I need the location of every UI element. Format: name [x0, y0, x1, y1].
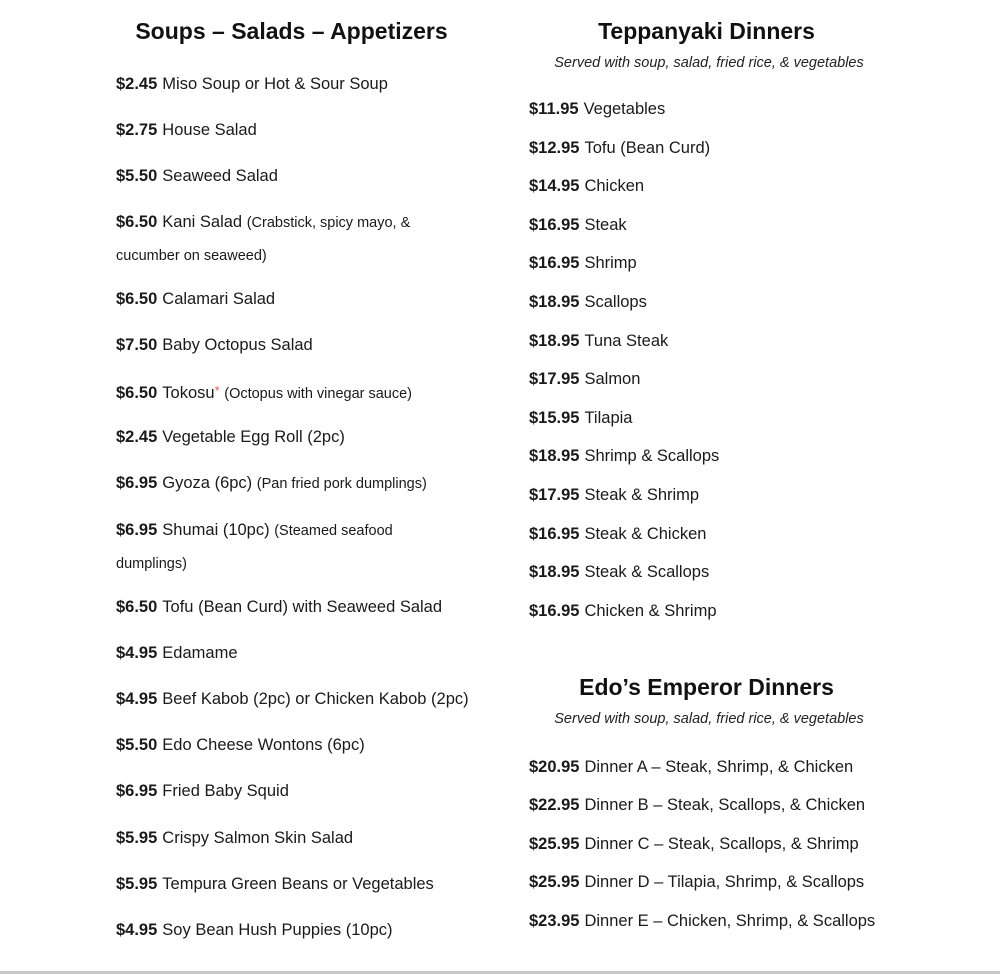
- menu-item-price: $25.95: [529, 834, 580, 853]
- menu-item: [116, 637, 238, 669]
- menu-item-price: $5.50: [116, 167, 158, 185]
- menu-item-price: $18.95: [529, 563, 580, 582]
- menu-item-price: $6.95: [116, 474, 158, 492]
- menu-item-name: Gyoza (6pc): [162, 474, 253, 492]
- menu-item-name: Tuna Steak: [584, 331, 669, 350]
- emperor-subtitle: Served with soup, salad, fried rice, & vegetables: [554, 711, 864, 727]
- menu-item-price: $17.95: [529, 370, 580, 389]
- menu-item-price: $2.75: [116, 121, 158, 139]
- menu-item-name: Steak & Scallops: [584, 563, 710, 582]
- menu-item: [116, 591, 442, 623]
- menu-item: [529, 440, 719, 472]
- menu-item-price: $6.50: [116, 290, 158, 308]
- menu-item-note: (Crabstick, spicy mayo, & cucumber on seaweed): [116, 215, 411, 264]
- menu-item: [529, 363, 640, 395]
- appetizers-heading: Soups – Salads – Appetizers: [135, 18, 448, 44]
- menu-item: [529, 286, 647, 318]
- menu-item-price: $12.95: [529, 138, 580, 157]
- menu-item-price: $4.95: [116, 690, 158, 708]
- menu-item: [529, 828, 859, 860]
- menu-item: [116, 514, 466, 580]
- menu-item-price: $18.95: [529, 293, 580, 311]
- menu-item-price: $14.95: [529, 177, 580, 196]
- menu-item-name: Shrimp: [584, 254, 637, 273]
- menu-item: [116, 68, 388, 100]
- menu-item-price: $16.95: [529, 254, 580, 273]
- menu-item: [116, 868, 434, 900]
- menu-item-price: $4.95: [116, 644, 158, 662]
- menu-item-name: Beef Kabob (2pc) or Chicken Kabob (2pc): [162, 690, 469, 708]
- menu-item: [529, 402, 632, 434]
- menu-item-price: $5.50: [116, 736, 158, 754]
- menu-item: [529, 170, 644, 202]
- emperor-heading: Edo’s Emperor Dinners: [579, 674, 834, 700]
- menu-item: [116, 683, 469, 715]
- menu-item: [116, 283, 275, 315]
- dinners-column: [529, 18, 889, 930]
- menu-item-note: (Octopus with vinegar sauce): [224, 386, 413, 402]
- menu-item-name: Shumai (10pc): [162, 521, 270, 539]
- menu-item-name: Tokosu: [162, 384, 215, 402]
- menu-item-name: Vegetable Egg Roll (2pc): [162, 428, 345, 446]
- menu-item-price: $23.95: [529, 911, 580, 930]
- menu-item: [116, 822, 353, 854]
- menu-item-name: Baby Octopus Salad: [162, 336, 313, 354]
- menu-item-price: $5.95: [116, 875, 158, 893]
- menu-item: [116, 775, 289, 807]
- menu-item-price: $16.95: [529, 215, 580, 234]
- menu-item: [529, 789, 865, 821]
- menu-item: [116, 329, 313, 361]
- menu-item-name: Tofu (Bean Curd): [584, 138, 711, 157]
- menu-item: [529, 518, 706, 550]
- menu-item-name: Scallops: [584, 293, 647, 311]
- menu-item: [529, 595, 717, 627]
- menu-item: [529, 905, 875, 937]
- menu-item-price: $15.95: [529, 408, 580, 427]
- menu-item-price: $4.95: [116, 921, 158, 939]
- menu-item-price: $11.95: [529, 100, 579, 118]
- menu-item-name: Miso Soup or Hot & Sour Soup: [162, 75, 388, 93]
- menu-item-name: Tempura Green Beans or Vegetables: [162, 875, 434, 893]
- menu-item-name: Seaweed Salad: [162, 167, 278, 185]
- menu-item-name: Kani Salad: [162, 213, 243, 231]
- menu-item: [529, 556, 709, 588]
- menu-item-name: Chicken: [584, 177, 645, 196]
- menu-item-name: Tofu (Bean Curd) with Seaweed Salad: [162, 598, 443, 616]
- menu-item-name: Dinner C – Steak, Scallops, & Shrimp: [584, 834, 859, 853]
- menu-item: [529, 93, 665, 125]
- menu-item-price: $18.95: [529, 447, 580, 466]
- menu-item: [529, 479, 699, 511]
- menu-item: [529, 209, 627, 241]
- menu-item: [529, 132, 710, 164]
- menu-item-name: Fried Baby Squid: [162, 782, 289, 800]
- menu-item: [116, 914, 393, 946]
- menu-item-name: Calamari Salad: [162, 290, 276, 308]
- menu-item: [116, 375, 412, 410]
- menu-item-price: $6.50: [116, 598, 158, 616]
- appetizers-column: [116, 18, 476, 939]
- menu-item-name: Steak & Shrimp: [584, 486, 700, 504]
- menu-item-name: House Salad: [162, 121, 257, 139]
- emperor-section: [529, 674, 889, 930]
- teppanyaki-heading: Teppanyaki Dinners: [598, 18, 815, 44]
- menu-item-name: Edo Cheese Wontons (6pc): [162, 736, 365, 754]
- menu-item-name: Salmon: [584, 370, 641, 389]
- menu-item-name: Dinner A – Steak, Shrimp, & Chicken: [584, 758, 854, 776]
- menu-item-price: $17.95: [529, 486, 580, 504]
- menu-item-name: Crispy Salmon Skin Salad: [162, 829, 354, 847]
- menu-item-price: $16.95: [529, 601, 580, 620]
- menu-item-name: Tilapia: [584, 408, 633, 427]
- menu-item: [116, 160, 278, 192]
- menu-item-price: $18.95: [529, 331, 580, 350]
- menu-item-name: Steak & Chicken: [584, 524, 707, 543]
- menu-item-price: $25.95: [529, 873, 580, 892]
- menu-item: [116, 421, 345, 453]
- menu-item-name: Chicken & Shrimp: [584, 601, 717, 620]
- menu-item-name: Vegetables: [583, 100, 666, 118]
- menu-item: [529, 751, 853, 783]
- menu-item-price: $6.50: [116, 384, 158, 402]
- teppanyaki-subtitle: Served with soup, salad, fried rice, & vegetables: [554, 55, 864, 71]
- menu-item-name: Steak: [584, 215, 627, 234]
- menu-item-price: $20.95: [529, 758, 580, 776]
- menu-item: [116, 114, 257, 146]
- menu-item: [116, 729, 365, 761]
- menu-item-name: Dinner B – Steak, Scallops, & Chicken: [584, 796, 866, 815]
- menu-item-price: $5.95: [116, 829, 158, 847]
- menu-item-price: $16.95: [529, 524, 580, 543]
- menu-item-price: $6.95: [116, 782, 158, 800]
- menu-item-name: Soy Bean Hush Puppies (10pc): [162, 921, 393, 939]
- menu-item: [529, 866, 864, 898]
- menu-item-note: (Pan fried pork dumplings): [256, 476, 427, 492]
- menu-item-price: $2.45: [116, 75, 158, 93]
- menu-item-price: $6.50: [116, 213, 158, 231]
- menu-item-note: (Steamed seafood dumplings): [116, 523, 393, 572]
- menu-item-name: Edamame: [162, 644, 238, 662]
- menu-item-price: $7.50: [116, 336, 158, 354]
- menu-item: [116, 467, 427, 500]
- menu-item-name: Shrimp & Scallops: [584, 447, 720, 466]
- asterisk-icon: *: [214, 383, 220, 398]
- menu-item-name: Dinner D – Tilapia, Shrimp, & Scallops: [584, 873, 865, 892]
- menu-item-price: $22.95: [529, 796, 580, 815]
- menu-item: [529, 325, 668, 357]
- menu-item: [529, 247, 637, 279]
- menu-item-price: $6.95: [116, 521, 158, 539]
- menu-item-price: $2.45: [116, 428, 158, 446]
- menu-item-name: Dinner E – Chicken, Shrimp, & Scallops: [584, 911, 876, 930]
- menu-item: [116, 206, 466, 272]
